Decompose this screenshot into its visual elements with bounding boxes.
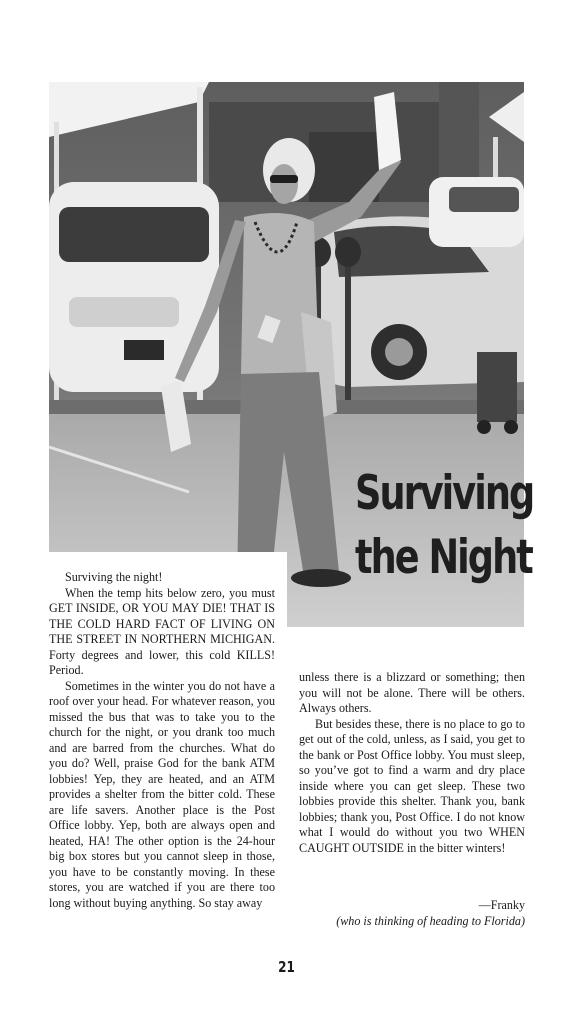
article-paragraph-continued: unless there is a blizzard or something; then you will not be alone. There will be others. Always others. <box>299 670 525 715</box>
headline <box>355 462 534 590</box>
article-paragraph: But besides these, there is no place to go to get out of the cold, unless, as I said, you get to the bank or Post Office lobby. You must sleep, so you’ve got to find a warm and dry place inside where you can get sleep. These two lobbies provide this shelter. Thank you, bank lobbies; thank you, Post Office. I do not know what I would do without you two WHEN CAUGHT OUTSIDE in the bitter winters! <box>299 716 525 855</box>
signature <box>336 898 525 929</box>
page-number: 21 <box>278 958 295 976</box>
article-column-left <box>49 570 275 911</box>
author-name: —Franky <box>478 898 525 912</box>
article-column-right <box>299 670 525 856</box>
article-paragraph: Sometimes in the winter you do not have a roof over your head. For whatever reason, you missed the bus that was to take you to the church for the night, or you drank too much and are barred from the churches. What do you do? Well, praise God for the bank ATM lobbies! Yep, they are heated, and an ATM provides a shelter from the bitter cold. These are life savers. Another place is the Post Office lobby. Yep, both are always open and heated, HA! The other option is the 24-hour big box stores but you cannot sleep in those, you have to be constantly moving. In these stores, you are watched if you are there too long without buying anything. So stay away <box>49 678 275 910</box>
headline-line-2: the Night <box>355 530 532 585</box>
author-note: (who is thinking of heading to Florida) <box>336 913 525 928</box>
headline-line-1: Surviving <box>355 466 534 521</box>
article-paragraph: When the temp hits below zero, you must GET INSIDE, OR YOU MAY DIE! THAT IS THE COLD HARD FACT OF LIVING ON THE STREET IN NORTHERN MICHIGAN. Forty degrees and lower, this cold KILLS! Period. <box>49 585 275 677</box>
article-paragraph: Surviving the night! <box>65 570 163 584</box>
